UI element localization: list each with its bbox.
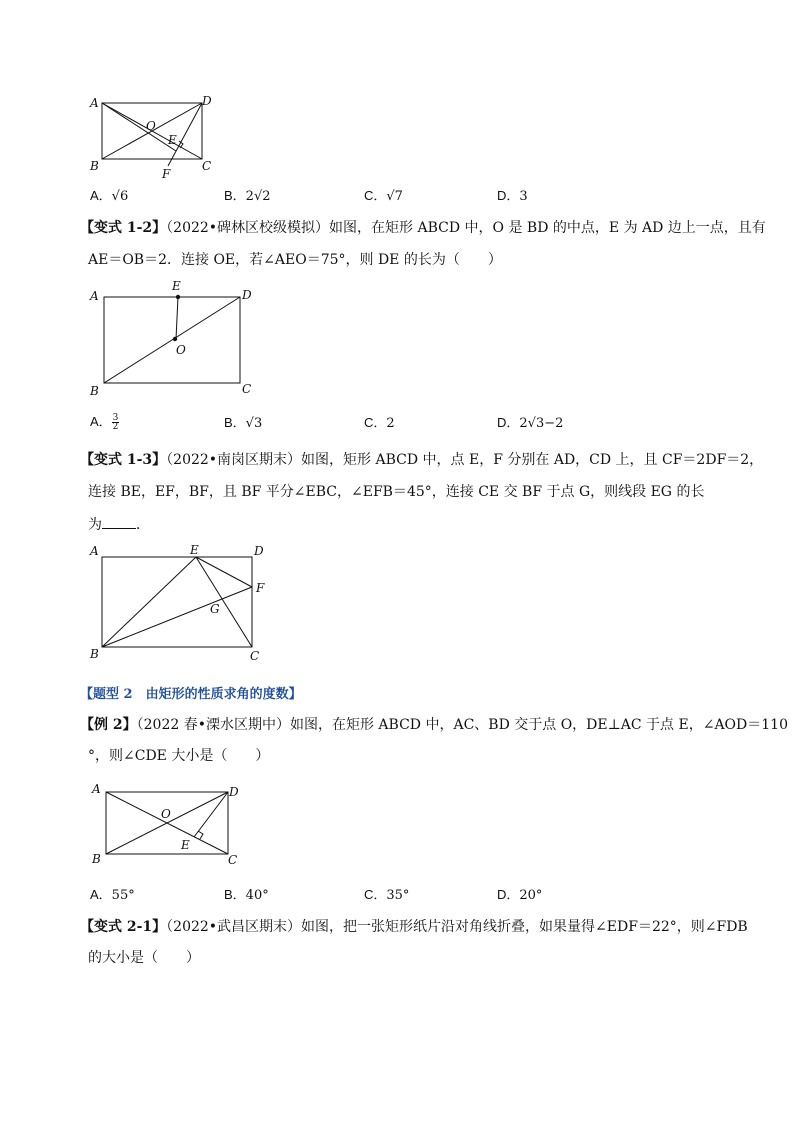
v12-option-c: C．2: [364, 415, 395, 431]
ex2-label-d: D: [229, 785, 239, 799]
v13-text-line1: 【变式 1-3】（2022•南岗区期末）如图，矩形 ABCD 中，点 E，F 分别在 AD，CD 上，且 CF＝2DF＝2，: [80, 452, 764, 468]
q1-option-d: D．3: [497, 188, 528, 204]
fig1-label-b: B: [90, 159, 99, 173]
fig1-label-e: E: [168, 133, 177, 147]
q1-option-b: B．2√2: [224, 188, 271, 204]
v13-label-e: E: [190, 543, 199, 557]
v12-label-e: E: [172, 280, 181, 293]
v21-tag: 【变式 2-1】: [80, 919, 167, 935]
v13-tag: 【变式 1-3】: [80, 452, 167, 468]
ex2-option-d: D．20°: [497, 887, 543, 903]
ex2-tag: 【例 2】: [80, 717, 137, 733]
ex2-text-line2: °，则∠CDE 大小是（ ）: [88, 748, 270, 764]
ex2-label-c: C: [228, 853, 238, 867]
v12-text-line1: 【变式 1-2】（2022•碑林区校级模拟）如图，在矩形 ABCD 中，O 是 BD 的中点，E 为 AD 边上一点，且有: [80, 220, 766, 236]
figure-rectangle-1: [86, 92, 226, 182]
ex2-text-line1: 【例 2】（2022 春•溧水区期中）如图，在矩形 ABCD 中，AC、BD 交于点 O，DE⊥AC 于点 E，∠AOD＝110: [80, 717, 788, 733]
v21-text-line1: 【变式 2-1】（2022•武昌区期末）如图，把一张矩形纸片沿对角线折叠，如果量得∠EDF＝22°，则∠FDB: [80, 919, 748, 935]
fig1-label-d: D: [202, 94, 212, 108]
fig1-label-o: O: [146, 119, 156, 133]
v12-label-d: D: [242, 288, 252, 302]
ex2-option-c: C．35°: [364, 887, 410, 903]
v13-label-a: A: [90, 544, 99, 558]
fig1-label-a: A: [90, 96, 99, 110]
q1-option-c: C．√7: [364, 188, 403, 204]
answer-blank: [102, 514, 136, 529]
section-title-type2: 【题型 2 由矩形的性质求角的度数】: [80, 687, 302, 702]
v13-label-c: C: [250, 649, 260, 663]
v12-label-a: A: [90, 289, 99, 303]
ex2-label-a: A: [92, 782, 101, 796]
ex2-label-b: B: [92, 852, 101, 866]
ex2-option-a: A．55°: [90, 887, 135, 903]
v12-option-b: B．√3: [224, 415, 263, 431]
v12-option-d: D．2√3−2: [497, 415, 564, 431]
v12-label-o: O: [176, 343, 186, 357]
v12-label-c: C: [242, 382, 252, 396]
fig1-label-f: F: [162, 167, 171, 181]
v13-label-g: G: [210, 602, 220, 616]
v12-option-a: A． $\frac{3}{2}$: [90, 413, 119, 432]
q1-option-a: A．√6: [90, 188, 129, 204]
v13-label-b: B: [90, 647, 99, 661]
v21-text-line2: 的大小是（ ）: [88, 950, 200, 966]
figure-rectangle-v12: [86, 280, 266, 398]
v13-text-line2: 连接 BE，EF，BF，且 BF 平分∠EBC，∠EFB＝45°，连接 CE 交 BF 于点 G，则线段 EG 的长: [88, 484, 705, 500]
v12-tag: 【变式 1-2】: [80, 220, 167, 236]
v12-label-b: B: [90, 384, 99, 398]
figure-rectangle-v13: [86, 540, 276, 665]
ex2-label-o: O: [161, 807, 171, 821]
v13-label-f: F: [256, 581, 265, 595]
figure-rectangle-ex2: [86, 777, 256, 872]
fig1-label-c: C: [202, 159, 212, 173]
ex2-label-e: E: [181, 838, 190, 852]
v13-text-line3: 为 ．: [88, 514, 150, 535]
v12-text-line2: AE＝OB＝2．连接 OE，若∠AEO＝75°，则 DE 的长为（ ）: [88, 252, 502, 268]
ex2-option-b: B．40°: [224, 887, 269, 903]
v13-label-d: D: [254, 544, 264, 558]
